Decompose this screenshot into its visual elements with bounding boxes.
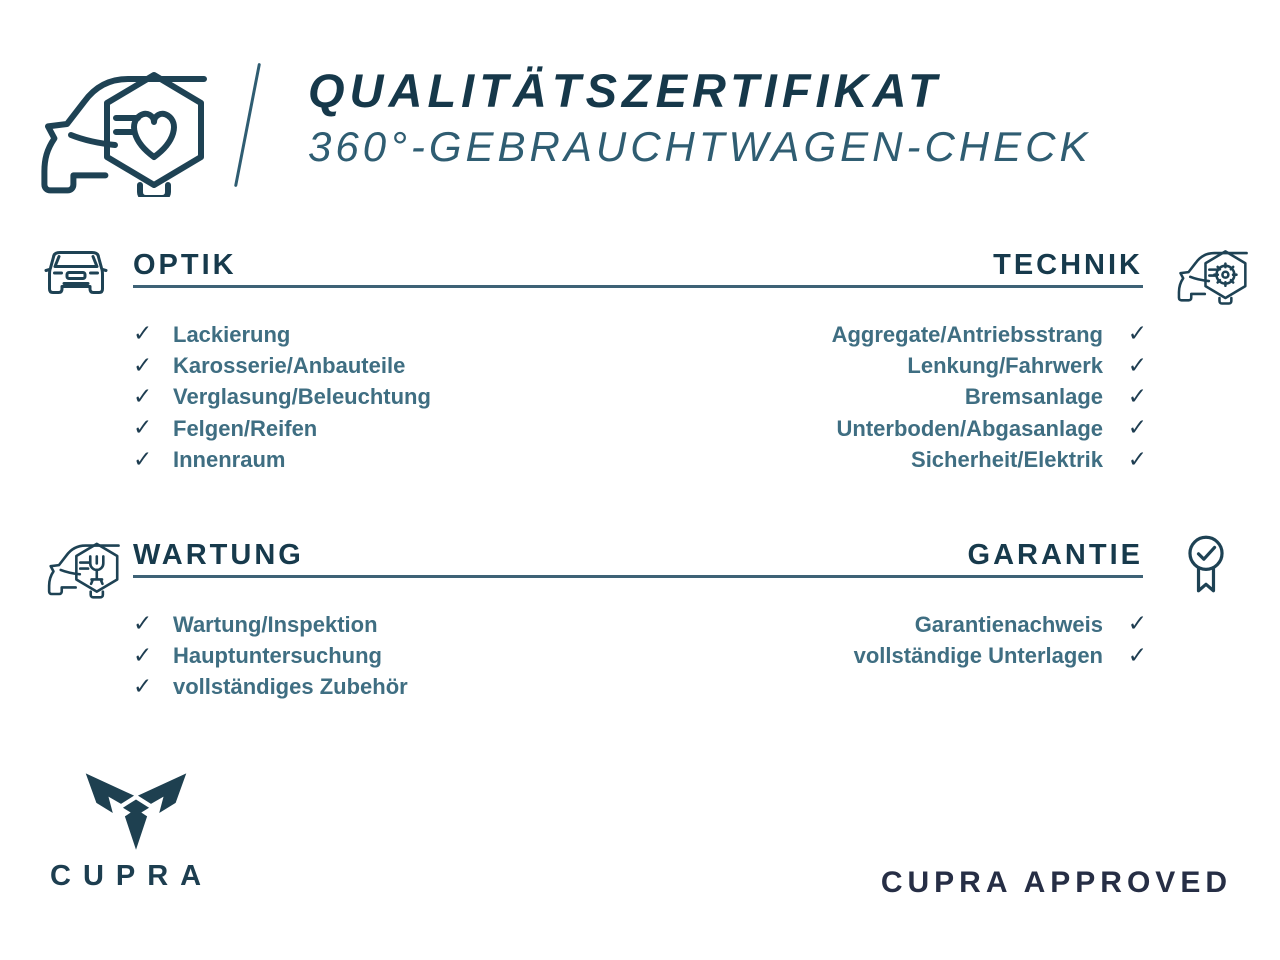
checkmark-icon: ✓ [1127,321,1147,348]
check-item-label: Felgen/Reifen [173,415,318,441]
section-divider-row1 [133,285,1143,288]
optik-checklist [133,319,431,476]
check-item-label: vollständiges Zubehör [173,674,408,700]
check-item [133,445,431,476]
checkmark-icon: ✓ [1127,611,1147,638]
checkmark-icon: ✓ [133,352,153,379]
check-item [133,350,431,381]
car-heart-hexagon-icon [28,55,212,197]
check-item [832,413,1147,444]
check-item-label: Sicherheit/Elektrik [911,447,1103,473]
award-badge-check-icon [1182,533,1230,595]
checkmark-icon: ✓ [133,446,153,473]
check-item-label: Aggregate/Antriebsstrang [831,321,1103,347]
check-item [133,382,431,413]
check-item [832,319,1147,350]
check-item-label: Hauptuntersuchung [173,643,382,669]
car-wrench-hexagon-icon [42,533,122,599]
checkmark-icon: ✓ [133,673,153,700]
page-title-line1: QUALITÄTSZERTIFIKAT [308,64,942,117]
car-front-icon [44,247,108,301]
check-item-label: vollständige Unterlagen [853,643,1103,669]
technik-checklist [832,319,1147,476]
checkmark-icon: ✓ [1127,446,1147,473]
check-item-label: Karosserie/Anbauteile [173,353,406,379]
page-title [308,62,1091,174]
title-slash-divider [234,63,261,187]
check-item [854,609,1147,640]
checkmark-icon: ✓ [1127,352,1147,379]
section-label-technik: TECHNIK [993,249,1143,281]
checkmark-icon: ✓ [1127,415,1147,442]
check-item [832,350,1147,381]
check-item-label: Lackierung [173,321,291,347]
section-label-wartung: WARTUNG [133,539,304,571]
checkmark-icon: ✓ [133,611,153,638]
garantie-checklist [854,609,1147,672]
check-item [133,672,408,703]
page-title-line2: 360°-GEBRAUCHTWAGEN-CHECK [308,123,1092,170]
checkmark-icon: ✓ [133,383,153,410]
check-item-label: Verglasung/Beleuchtung [173,384,431,410]
section-label-optik: OPTIK [133,249,237,281]
check-item [133,319,431,350]
cupra-logo-icon [78,770,194,858]
check-item [133,640,408,671]
check-item-label: Bremsanlage [964,384,1103,410]
cupra-wordmark: CUPRA [50,860,214,892]
checkmark-icon: ✓ [133,642,153,669]
check-item-label: Unterboden/Abgasanlage [836,415,1103,441]
section-divider-row2 [133,575,1143,578]
section-label-garantie: GARANTIE [967,539,1143,571]
check-item [133,413,431,444]
checkmark-icon: ✓ [133,415,153,442]
checkmark-icon: ✓ [133,321,153,348]
check-item [832,382,1147,413]
wartung-checklist [133,609,408,703]
check-item [854,640,1147,671]
check-item [133,609,408,640]
check-item-label: Lenkung/Fahrwerk [907,353,1103,379]
checkmark-icon: ✓ [1127,383,1147,410]
check-item [832,445,1147,476]
check-item-label: Garantienachweis [914,611,1103,637]
check-item-label: Wartung/Inspektion [173,611,378,637]
car-gear-hexagon-icon [1172,241,1250,305]
cupra-approved-label: CUPRA APPROVED [880,866,1232,899]
check-item-label: Innenraum [173,447,286,473]
checkmark-icon: ✓ [1127,642,1147,669]
